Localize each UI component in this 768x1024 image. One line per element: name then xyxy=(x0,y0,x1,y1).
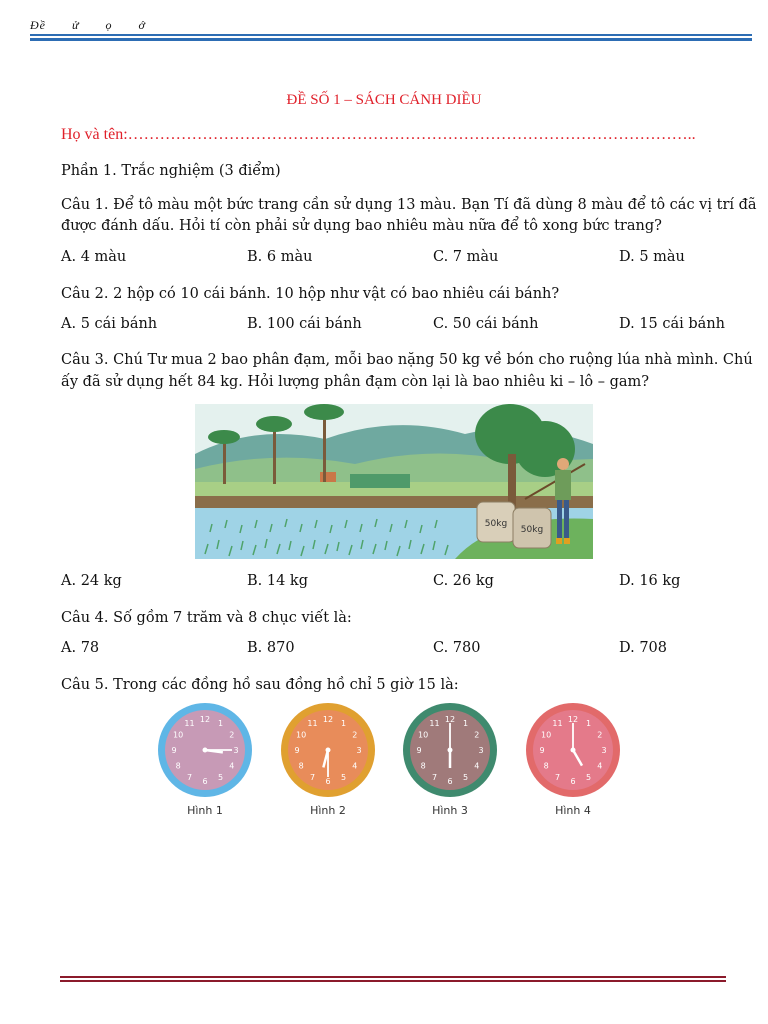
header-text: Đề ử ọ ớ xyxy=(30,18,146,32)
clock-number: 9 xyxy=(539,746,545,755)
q4-option-a[interactable]: A. 78 xyxy=(61,640,100,656)
question-1-line-2: được đánh dấu. Hỏi tí còn phải sử dụng bao nhiêu màu nữa để tô xong bức trang? xyxy=(61,218,662,234)
clock-number: 8 xyxy=(543,761,549,771)
name-field-line[interactable]: Họ và tên:…………………………………………………………………………………………….. xyxy=(61,126,696,143)
clock-number: 9 xyxy=(294,746,300,755)
clock-number: 10 xyxy=(541,730,552,740)
part-heading: Phần 1. Trắc nghiệm (3 điểm) xyxy=(61,163,281,179)
clock-figures xyxy=(150,700,630,825)
clock-number: 10 xyxy=(418,730,429,740)
clock-number: 4 xyxy=(474,761,480,771)
clock-number: 10 xyxy=(296,730,307,740)
clock-number: 2 xyxy=(352,730,358,740)
bag-label-1: 50kg xyxy=(484,519,508,529)
clock-number: 9 xyxy=(416,746,422,755)
question-2-line-1: Câu 2. 2 hộp có 10 cái bánh. 10 hộp như vật có bao nhiêu cái bánh? xyxy=(61,286,560,302)
clock-number: 11 xyxy=(552,719,563,729)
q3-option-b[interactable]: B. 14 kg xyxy=(247,573,309,589)
bag-label-2: 50kg xyxy=(520,525,544,535)
clock-number: 1 xyxy=(462,719,469,729)
clock-number: 7 xyxy=(554,772,561,782)
footer-divider-2 xyxy=(60,980,726,982)
clock-4[interactable] xyxy=(526,703,620,817)
clock-number: 1 xyxy=(585,719,592,729)
q1-option-a[interactable]: A. 4 màu xyxy=(61,249,127,265)
q2-option-b[interactable]: B. 100 cái bánh xyxy=(247,316,362,332)
q2-option-a[interactable]: A. 5 cái bánh xyxy=(61,316,158,332)
clock-3[interactable] xyxy=(403,703,497,817)
clock-2[interactable] xyxy=(281,703,375,817)
clock-number: 5 xyxy=(340,772,347,782)
clock-number: 2 xyxy=(597,730,603,740)
clock-number: 12 xyxy=(567,715,579,724)
clock-number: 4 xyxy=(352,761,358,771)
clock-number: 9 xyxy=(171,746,177,755)
q1-option-c[interactable]: C. 7 màu xyxy=(433,249,499,265)
clock-label-2: Hình 2 xyxy=(310,804,346,817)
footer-divider xyxy=(60,976,726,978)
clock-number: 11 xyxy=(307,719,318,729)
clock-number: 1 xyxy=(217,719,224,729)
clock-number: 6 xyxy=(325,777,331,786)
clock-number: 6 xyxy=(202,777,208,786)
header-divider xyxy=(30,34,752,36)
clock-label-4: Hình 4 xyxy=(555,804,591,817)
clock-label-1: Hình 1 xyxy=(187,804,223,817)
question-4-line-1: Câu 4. Số gồm 7 trăm và 8 chục viết là: xyxy=(61,610,352,626)
q4-option-b[interactable]: B. 870 xyxy=(247,640,295,656)
clock-number: 5 xyxy=(217,772,224,782)
clock-number: 4 xyxy=(229,761,235,771)
page-title: ĐỀ SỐ 1 – SÁCH CÁNH DIỀU xyxy=(286,92,482,108)
clock-number: 12 xyxy=(322,715,334,724)
clock-number: 7 xyxy=(309,772,316,782)
clock-number: 1 xyxy=(340,719,347,729)
clock-number: 12 xyxy=(444,715,456,724)
clock-1[interactable] xyxy=(158,703,252,817)
clock-number: 2 xyxy=(229,730,235,740)
q2-option-c[interactable]: C. 50 cái bánh xyxy=(433,316,539,332)
clock-number: 3 xyxy=(478,746,484,755)
q3-option-a[interactable]: A. 24 kg xyxy=(61,573,122,589)
clock-number: 7 xyxy=(186,772,193,782)
clock-number: 8 xyxy=(420,761,426,771)
clock-number: 5 xyxy=(585,772,592,782)
clock-number: 8 xyxy=(298,761,304,771)
header-divider-thick xyxy=(30,38,752,41)
clock-number: 4 xyxy=(597,761,603,771)
q4-option-c[interactable]: C. 780 xyxy=(433,640,481,656)
question-3-line-2: ấy đã sử dụng hết 84 kg. Hỏi lượng phân đạm còn lại là bao nhiêu ki – lô – gam? xyxy=(61,374,650,390)
clock-number: 8 xyxy=(175,761,181,771)
clock-number: 10 xyxy=(173,730,184,740)
clock-number: 3 xyxy=(601,746,607,755)
clock-label-3: Hình 3 xyxy=(432,804,468,817)
q3-option-d[interactable]: D. 16 kg xyxy=(619,573,681,589)
question-3-line-1: Câu 3. Chú Tư mua 2 bao phân đạm, mỗi bao nặng 50 kg về bón cho ruộng lúa nhà mình. Chú xyxy=(61,352,753,368)
clock-number: 7 xyxy=(431,772,438,782)
clock-number: 3 xyxy=(356,746,362,755)
q1-option-d[interactable]: D. 5 màu xyxy=(619,249,685,265)
q4-option-d[interactable]: D. 708 xyxy=(619,640,668,656)
clock-number: 11 xyxy=(429,719,440,729)
question-5-line-1: Câu 5. Trong các đồng hồ sau đồng hồ chỉ 5 giờ 15 là: xyxy=(61,677,459,693)
q1-option-b[interactable]: B. 6 màu xyxy=(247,249,313,265)
q2-option-d[interactable]: D. 15 cái bánh xyxy=(619,316,726,332)
clock-number: 3 xyxy=(233,746,239,755)
clock-number: 11 xyxy=(184,719,195,729)
question-1-line-1: Câu 1. Để tô màu một bức trang cần sử dụng 13 màu. Bạn Tí đã dùng 8 màu để tô các vị trí đã xyxy=(61,197,757,213)
clock-number: 6 xyxy=(570,777,576,786)
q3-option-c[interactable]: C. 26 kg xyxy=(433,573,494,589)
clock-number: 2 xyxy=(474,730,480,740)
clock-number: 5 xyxy=(462,772,469,782)
rice-field-illustration xyxy=(195,404,593,559)
clock-number: 6 xyxy=(447,777,453,786)
clock-number: 12 xyxy=(199,715,211,724)
